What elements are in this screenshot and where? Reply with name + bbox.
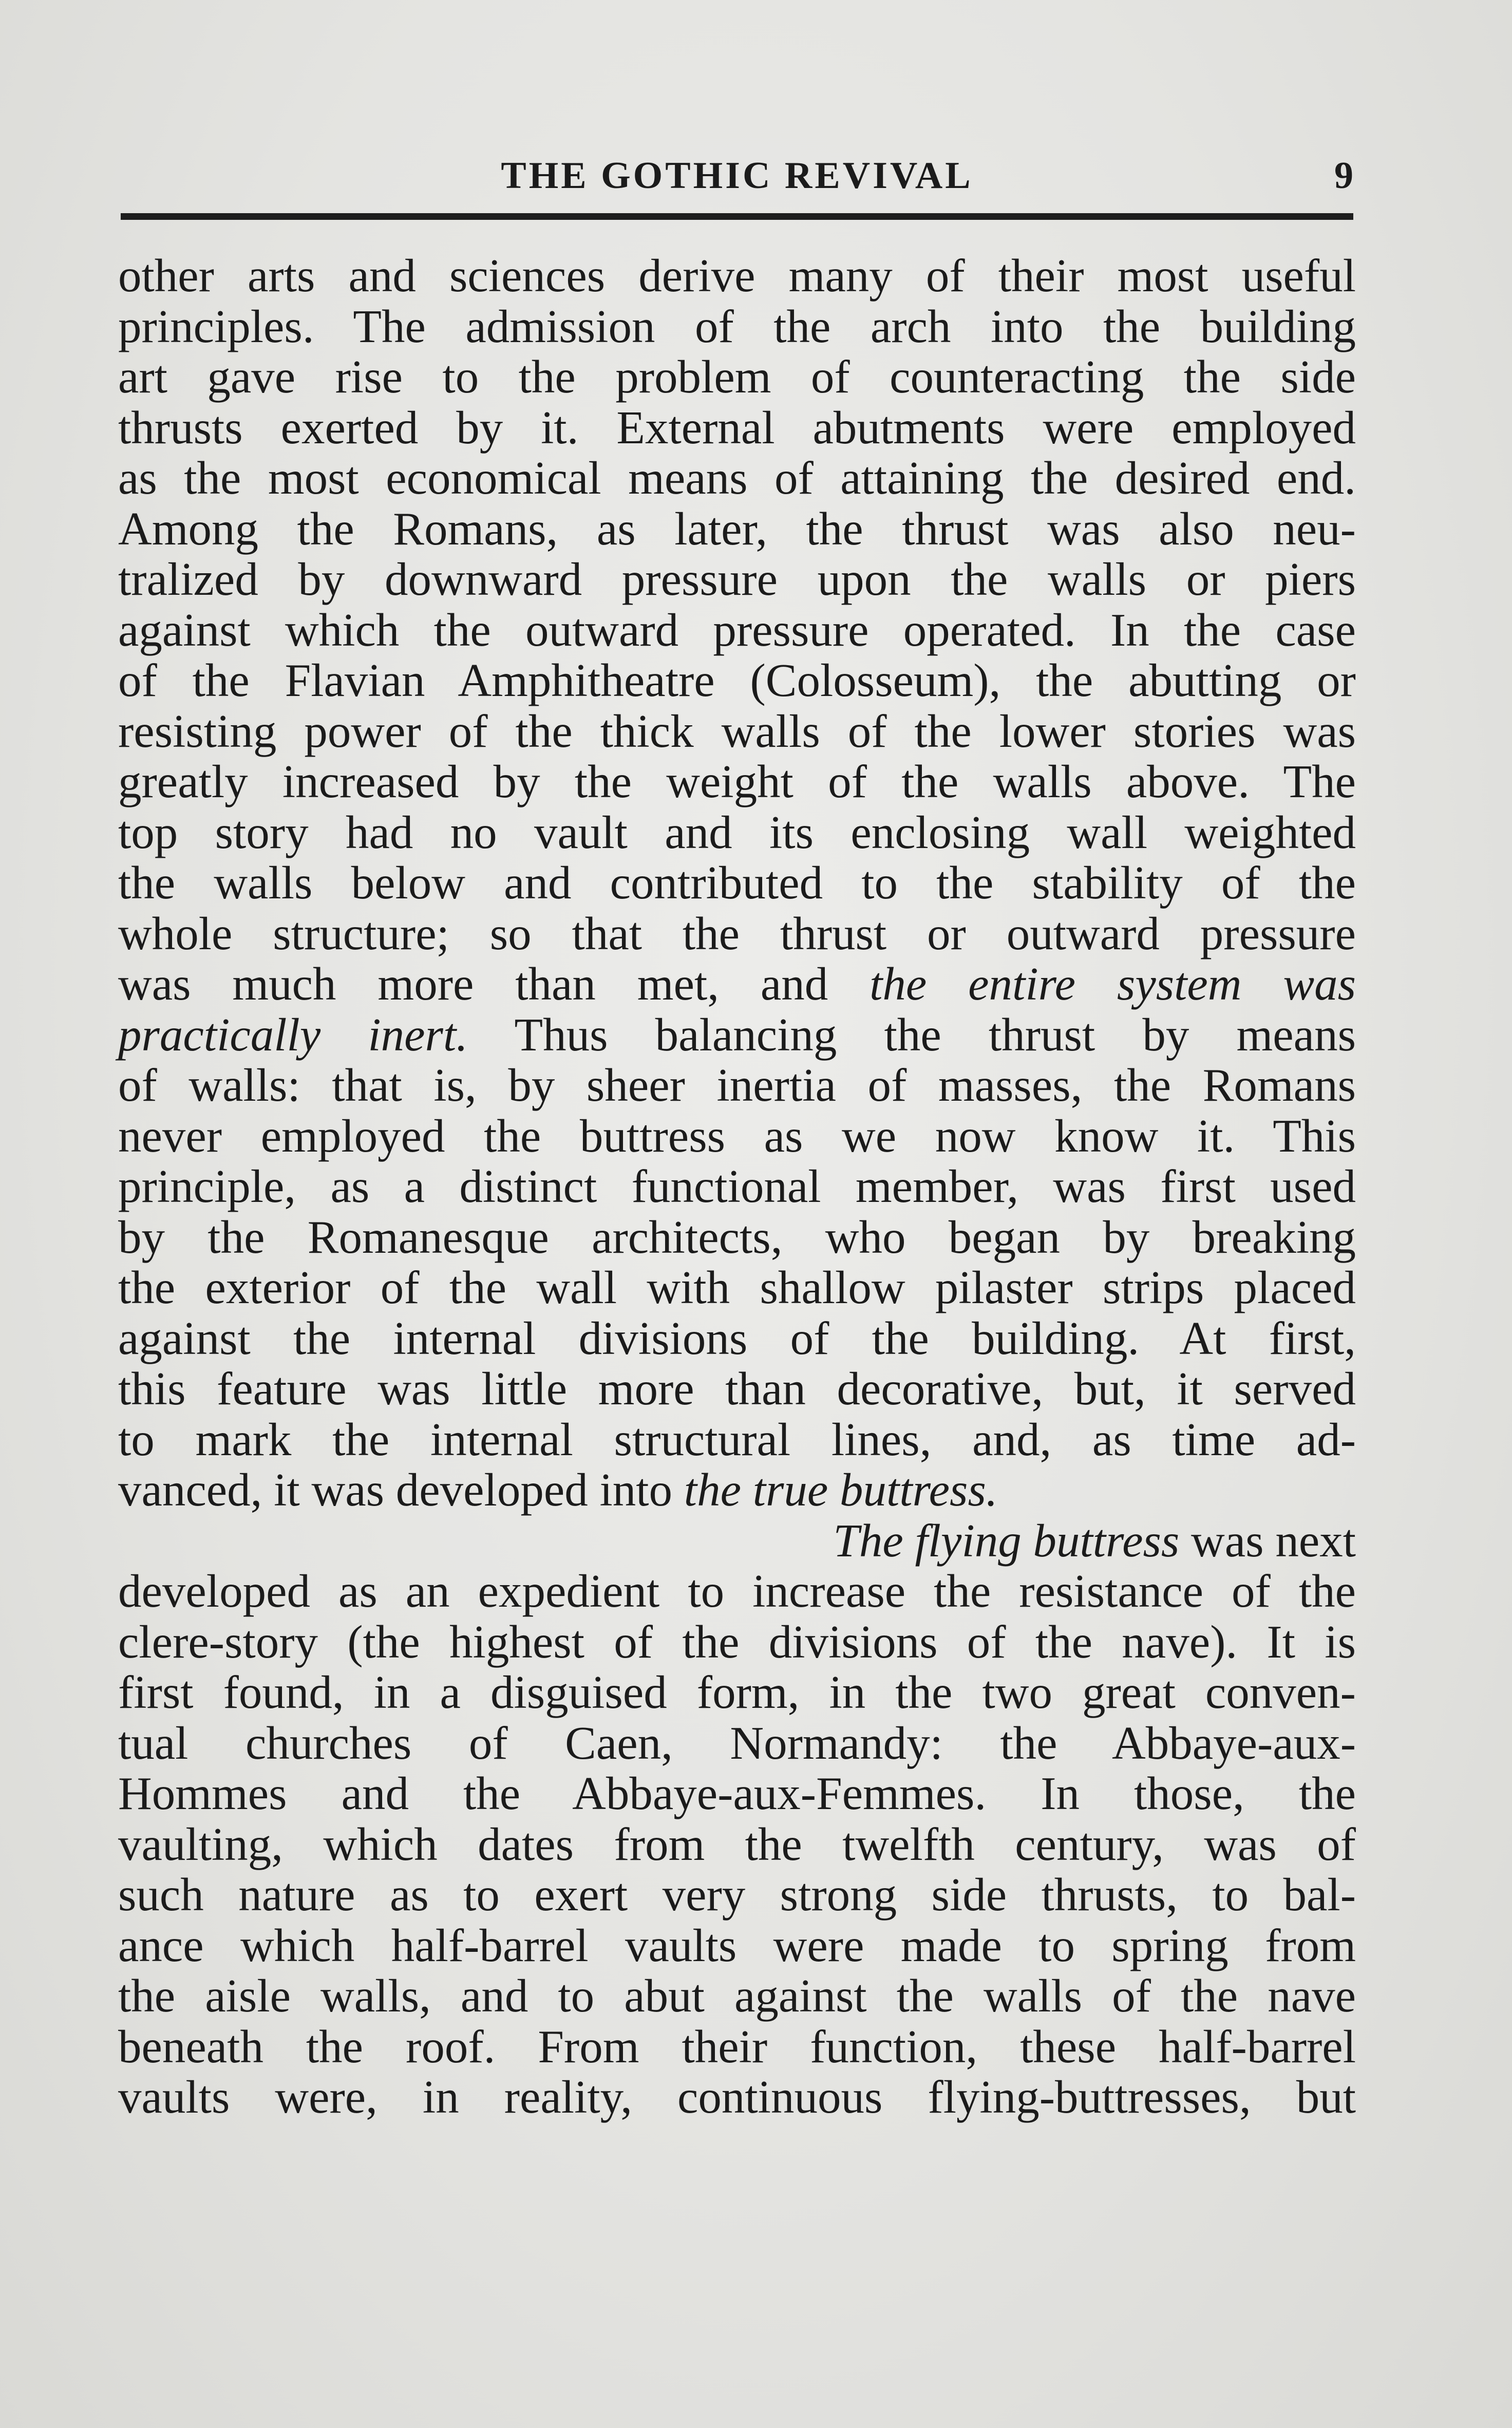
text-line [118,1010,1356,1061]
italic-emphasis: The flying buttress [833,1514,1180,1567]
text-line: developed as an expedient to increase the resistance of the [118,1565,1356,1617]
text-line: Hommes and the Abbaye-aux-Femmes. In those, the [118,1767,1356,1819]
text-segment: vanced, it was developed into [118,1464,684,1516]
text-line: resisting power of the thick walls of the lower stories was [118,705,1356,757]
italic-emphasis: the entire system was [870,958,1356,1010]
text-line: tralized by downward pressure upon the walls or piers [118,553,1356,605]
text-line: of walls: that is, by sheer inertia of masses, the Romans [118,1059,1356,1111]
text-line: art gave rise to the problem of counteracting the side [118,351,1356,403]
text-line: the walls below and contributed to the stability of the [118,857,1356,909]
text-line: first found, in a disguised form, in the two great conven- [118,1666,1356,1718]
page-number: 9 [1334,155,1353,197]
text-line: the exterior of the wall with shallow pilaster strips placed [118,1262,1356,1313]
text-line: to mark the internal structural lines, and, as time ad- [118,1413,1356,1465]
text-line: never employed the buttress as we now know it. This [118,1109,1356,1162]
text-line: whole structure; so that the thrust or outward pressure [118,907,1356,959]
text-segment: Thus balancing the thrust by means [468,1008,1356,1061]
text-line [118,1465,1356,1516]
text-line: by the Romanesque architects, who began by breaking [118,1211,1356,1263]
text-line: thrusts exerted by it. External abutments were employed [118,401,1356,454]
text-line: the aisle walls, and to abut against the walls of the nave [118,1970,1356,2022]
italic-emphasis: the true buttress. [684,1464,998,1516]
text-line: top story had no vault and its enclosing wall weighted [118,806,1356,858]
text-line: greatly increased by the weight of the walls above. The [118,756,1356,807]
text-segment: was much more than met, and [118,958,870,1010]
text-line: principle, as a distinct functional member, was first used [118,1160,1356,1212]
text-line: clere-story (the highest of the divisions of the nave). It is [118,1615,1356,1668]
text-line: Among the Romans, as later, the thrust was also neu- [118,502,1356,555]
text-line: tual churches of Caen, Normandy: the Abbaye-aux- [118,1717,1356,1769]
italic-emphasis: practically inert. [118,1008,468,1061]
page-header [121,154,1353,205]
text-line [118,1516,1356,1567]
text-line: such nature as to exert very strong side thrusts, to bal- [118,1869,1356,1921]
text-segment: was next [1179,1514,1356,1567]
header-rule [121,213,1353,220]
running-title: THE GOTHIC REVIVAL [501,155,973,197]
text-line: against which the outward pressure operated. In the case [118,604,1356,656]
text-line: this feature was little more than decorative, but, it served [118,1363,1356,1415]
body-text [118,251,1356,2123]
text-line: beneath the roof. From their function, these half-barrel [118,2020,1356,2073]
text-line: principles. The admission of the arch into the building [118,300,1356,352]
text-line: as the most economical means of attaining the desired end. [118,452,1356,504]
text-line: vaults were, in reality, continuous flying-buttresses, but [118,2071,1356,2123]
text-line: against the internal divisions of the building. At first, [118,1312,1356,1364]
text-line [118,959,1356,1010]
text-line: of the Flavian Amphitheatre (Colosseum), the abutting or [118,654,1356,706]
text-line: other arts and sciences derive many of their most useful [118,250,1356,302]
text-line: ance which half-barrel vaults were made to spring from [118,1919,1356,1971]
text-line: vaulting, which dates from the twelfth century, was of [118,1818,1356,1870]
